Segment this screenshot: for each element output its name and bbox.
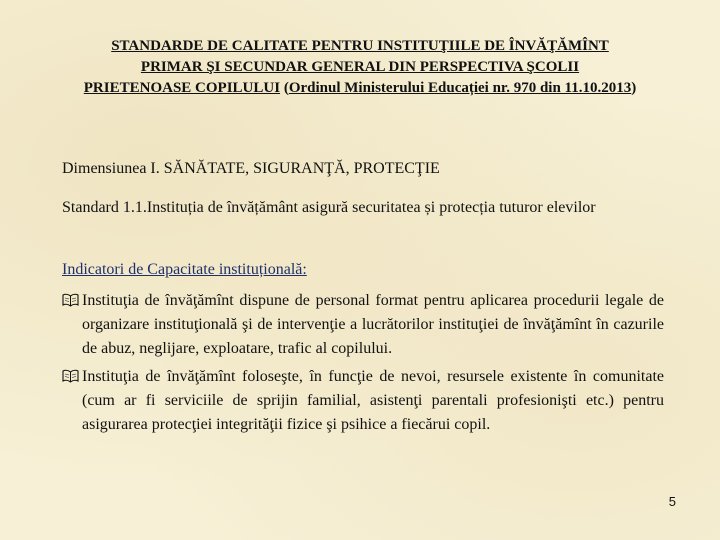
list-item [62, 365, 664, 437]
indicator-text-2: Instituţia de învăţămînt foloseşte, în funcţie de nevoi, resursele existente în comunitate (cum ar fi serviciile de sprijin familial, asistenţi parentali profesionişti etc.) pentru asigurarea protecţiei integrităţii fizice şi psihice a fiecărui copil. [82, 368, 664, 433]
indicator-text-1: Instituţia de învăţămînt dispune de personal format pentru aplicarea procedurii legale de organizare instituţională şi de intervenţie a lucrătorilor instituţiei de învăţămînt în cazurile de abuz, neglijare, exploatare, trafic al copilului. [82, 292, 664, 357]
title-source-open: ( [280, 80, 289, 96]
list-item [62, 289, 664, 361]
title-source: Ordinul Ministerului Educației nr. 970 din 11.10.2013 [288, 80, 632, 96]
slide-title [40, 36, 680, 99]
indicator-list [62, 289, 664, 441]
title-line-3: PRIETENOASE COPILULUI [83, 80, 281, 96]
title-source-close: ) [631, 80, 637, 96]
page-number: 5 [668, 494, 676, 509]
open-book-icon [62, 293, 79, 307]
title-line-1: STANDARDE DE CALITATE PENTRU INSTITUŢIILE DE ÎNVĂŢĂMÎNT [111, 38, 609, 54]
standard-text: Standard 1.1.Instituția de învățământ asigură securitatea și protecția tuturor elevilor [62, 199, 596, 216]
dimension-heading: Dimensiunea I. SĂNĂTATE, SIGURANŢĂ, PROTECŢIE [62, 160, 440, 177]
open-book-icon [62, 369, 79, 383]
title-line-2: PRIMAR ŞI SECUNDAR GENERAL DIN PERSPECTIVA ŞCOLII [140, 59, 580, 75]
indicators-heading: Indicatori de Capacitate instituțională: [62, 261, 307, 278]
